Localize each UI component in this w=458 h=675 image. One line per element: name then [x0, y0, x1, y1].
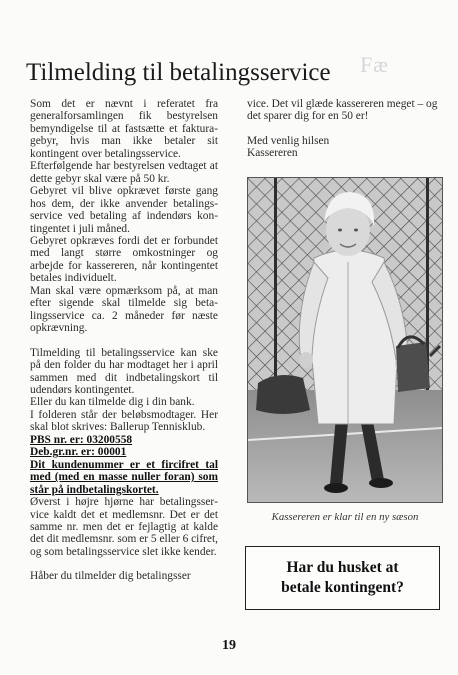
page-number: 19	[222, 638, 236, 653]
greeting: Med venlig hilsen	[247, 134, 330, 147]
reminder-line-2: betale kontingent?	[281, 579, 404, 596]
paragraph-bank: Eller du kan tilmelde dig i din bank.	[30, 396, 195, 409]
treasurer-photo	[247, 177, 443, 503]
paragraph-fee: Efterfølgende har bestyrelsen vedtaget at dette gebyr skal være på 50 kr.	[30, 160, 218, 185]
paragraph-reason: Gebyret opkræves fordi det er forbundet med langt større omkostninger og arbejde for kassereren, når kontingentet betales individuelt.	[30, 234, 218, 285]
paragraph-closing: Håber du tilmelder dig betalingsser	[30, 570, 191, 583]
signature: Kassereren	[247, 147, 298, 160]
right-column	[247, 98, 443, 160]
paragraph-member-number: Øverst i højre hjørne har betalingsservice kaldt det et medlemsnr. Det er det samme nr. men det er fejlagtig at kalde det dit medlemsnr. som er 5 eller 6 cifret, og som betalingsservice slet ikke kender.	[30, 496, 218, 558]
reminder-line-1: Har du husket at	[286, 559, 399, 576]
page-title: Tilmelding til betalingsservice	[26, 59, 331, 86]
customer-number-note: Dit kundenummer er et fircifret tal med (med en masse nuller foran) som står på indbetalingskortet.	[30, 458, 218, 496]
pbs-number: PBS nr. er: 03200558	[30, 433, 133, 446]
paragraph-intro: Som det er nævnt i referatet fra generalforsamlingen fik bestyrelsen bemyndigelse til at fastsætte et fakturagebyr, hvis man ikke betaler sit kontingent over betalingsservice.	[30, 98, 218, 160]
bleed-through-text: Fæ	[360, 52, 389, 77]
paragraph-continuation: vice. Det vil glæde kassereren meget – og det sparer dig for en 50 er!	[247, 98, 438, 123]
reminder-box	[245, 546, 440, 610]
photo-caption: Kassereren er klar til en ny sæson	[271, 511, 419, 523]
paragraph-recipient: I folderen står der beløbsmodtager. Her skal blot skrives: Ballerup Tennisklub.	[30, 408, 218, 434]
left-column	[30, 98, 218, 583]
paragraph-first-charge: Gebyret vil blive opkrævet første gang hos dem, der ikke anvender betalingsservice ved betaling af indendørs kontingentet i juli måned.	[30, 185, 218, 235]
debtor-group-number: Deb.gr.nr. er: 00001	[30, 446, 127, 459]
paragraph-notice: Man skal være opmærksom på, at man efter sigende skal tilmelde sig betalingsservice ca. 2 måneder før næste opkrævning.	[30, 284, 218, 335]
paragraph-signup: Tilmelding til betalingsservice kan ske på den folder du har modtaget her i april sammen med dit indbetalingskort til udendørs kontingentet.	[30, 346, 218, 396]
